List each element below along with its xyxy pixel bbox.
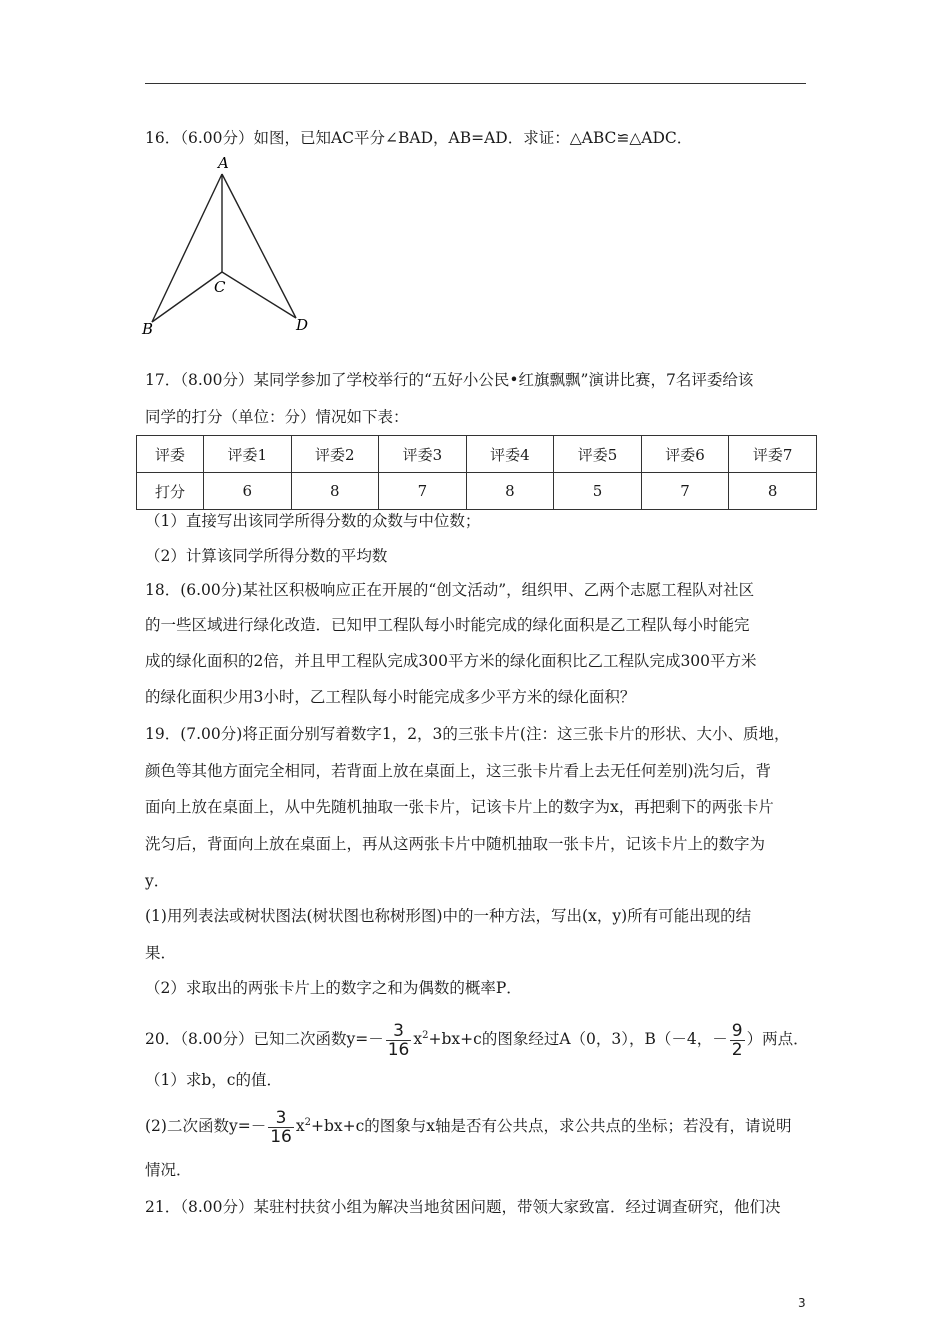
q20-l1-pre: 20．（8.00分）已知二次函数y=－ xyxy=(145,1030,384,1049)
frac-num: 9 xyxy=(731,1020,743,1041)
q19-line1: 19．(7.00分)将正面分别写着数字1，2，3的三张卡片(注：这三张卡片的形状、大小、质地， xyxy=(145,725,790,743)
segment-bc xyxy=(152,272,222,322)
q20-sub2 xyxy=(145,1101,792,1145)
table-header-cell: 评委4 xyxy=(466,436,554,473)
q19-sub2: （2）求取出的两张卡片上的数字之和为偶数的概率P． xyxy=(145,979,522,997)
q17-sub2: （2）计算该同学所得分数的平均数 xyxy=(145,547,388,565)
q20-s2-pre: (2)二次函数y=－ xyxy=(145,1117,267,1136)
frac-den: 16 xyxy=(270,1126,292,1147)
table-header-cell: 评委6 xyxy=(641,436,729,473)
label-a: A xyxy=(218,154,229,172)
x-part: x xyxy=(413,1030,423,1049)
table-cell: 7 xyxy=(641,473,729,510)
q21-line1: 21．（8.00分）某驻村扶贫小组为解决当地贫困问题，带领大家致富．经过调查研究，他们决 xyxy=(145,1198,781,1216)
table-header-cell: 评委5 xyxy=(554,436,642,473)
q19-line2: 颜色等其他方面完全相同，若背面上放在桌面上，这三张卡片看上去无任何差别)洗匀后，背 xyxy=(145,762,772,780)
table-row-label: 打分 xyxy=(137,473,204,510)
frac-den: 2 xyxy=(731,1039,743,1060)
x-part: x xyxy=(295,1117,305,1136)
fraction-3-16 xyxy=(386,1022,412,1059)
table-header-cell: 评委 xyxy=(137,436,204,473)
segment-ab xyxy=(152,174,222,322)
q18-line1: 18．(6.00分)某社区积极响应正在开展的“创文活动”，组织甲、乙两个志愿工程队对社区 xyxy=(145,581,755,599)
table-cell: 8 xyxy=(729,473,817,510)
q17-sub1: （1）直接写出该同学所得分数的众数与中位数； xyxy=(145,512,481,530)
q18-line4: 的绿化面积少用3小时，乙工程队每小时能完成多少平方米的绿化面积？ xyxy=(145,688,636,706)
table-header-row xyxy=(137,436,817,473)
segment-ad xyxy=(222,174,296,318)
table-row xyxy=(137,473,817,510)
table-header-cell: 评委1 xyxy=(203,436,291,473)
table-cell: 6 xyxy=(203,473,291,510)
frac-num: 3 xyxy=(268,1109,294,1128)
fraction-3-16 xyxy=(268,1109,294,1146)
q19-line4: 洗匀后，背面向上放在桌面上，再从这两张卡片中随机抽取一张卡片，记该卡片上的数字为 xyxy=(145,835,766,853)
q20-s2-post: +bx+c的图象与x轴是否有公共点，求公共点的坐标；若没有，请说明 xyxy=(310,1117,792,1136)
table-cell: 8 xyxy=(466,473,554,510)
q20-line1 xyxy=(145,1014,809,1058)
triangle-figure xyxy=(138,152,318,342)
q18-line3: 成的绿化面积的2倍，并且甲工程队完成300平方米的绿化面积比乙工程队完成300平方米 xyxy=(145,652,757,670)
q19-sub1-line1: (1)用列表法或树状图法(树状图也称树形图)中的一种方法，写出(x，y)所有可能出现的结 xyxy=(145,907,752,925)
q19-line3: 面向上放在桌面上，从中先随机抽取一张卡片，记该卡片上的数字为x，再把剩下的两张卡片 xyxy=(145,798,774,816)
table-cell: 5 xyxy=(554,473,642,510)
q17-line1: 17．（8.00分）某同学参加了学校举行的“五好小公民•红旗飘飘”演讲比赛，7名评委给该 xyxy=(145,371,754,389)
table-header-cell: 评委3 xyxy=(379,436,467,473)
fraction-9-2 xyxy=(730,1022,745,1059)
q17-line2: 同学的打分（单位：分）情况如下表： xyxy=(145,408,409,426)
q20-sub1: （1）求b，c的值． xyxy=(145,1071,282,1089)
q18-line2: 的一些区域进行绿化改造．已知甲工程队每小时能完成的绿化面积是乙工程队每小时能完 xyxy=(145,616,750,634)
table-cell: 7 xyxy=(379,473,467,510)
frac-den: 16 xyxy=(387,1039,410,1060)
q20-l1-post: ）两点． xyxy=(746,1030,809,1049)
label-d: D xyxy=(296,316,309,334)
q19-sub1-line2: 果． xyxy=(145,944,177,962)
table-cell: 8 xyxy=(291,473,379,510)
scores-table xyxy=(136,435,817,510)
exponent: 2 xyxy=(304,1117,311,1128)
frac-num: 3 xyxy=(386,1022,412,1041)
table-header-cell: 评委2 xyxy=(291,436,379,473)
table-header-cell: 评委7 xyxy=(729,436,817,473)
exponent: 2 xyxy=(422,1030,429,1041)
label-b: B xyxy=(142,320,154,338)
header-rule xyxy=(145,83,806,84)
q20-sub2-line2: 情况． xyxy=(145,1161,192,1179)
q19-line5: y． xyxy=(145,872,170,890)
q20-l1-mid: +bx+c的图象经过A（0，3），B（－4，－ xyxy=(428,1030,728,1049)
label-c: C xyxy=(214,278,226,296)
q16-text: 16．（6.00分）如图，已知AC平分∠BAD，AB=AD．求证：△ABC≌△ADC． xyxy=(145,129,693,147)
page-number: 3 xyxy=(798,1296,806,1310)
